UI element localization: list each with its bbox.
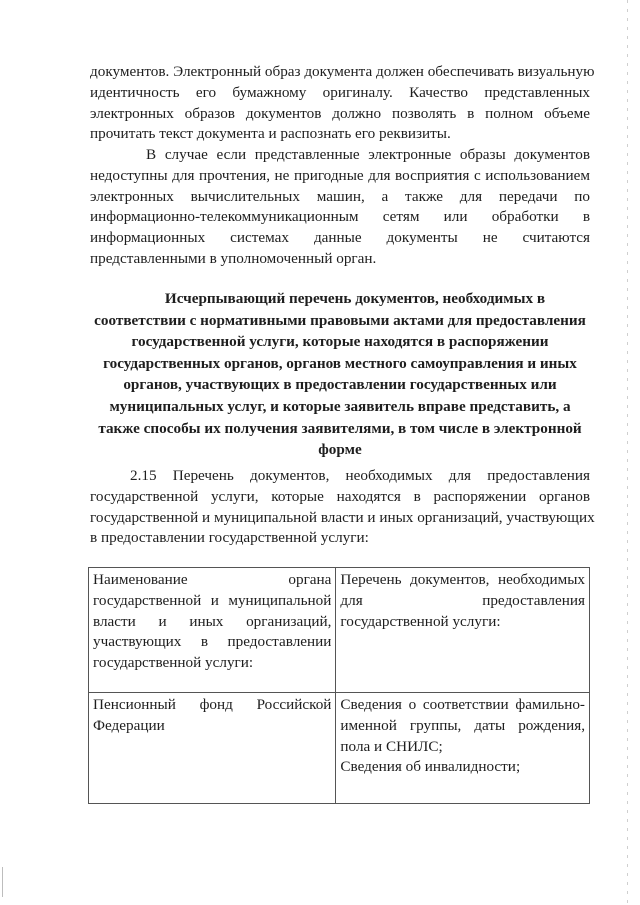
heading-line: государственных органов, органов местного самоуправления и иных [103, 354, 577, 372]
cell-line: именной группы, даты рождения, [340, 716, 585, 734]
section-heading [90, 288, 590, 461]
table-header-cell-documents [336, 568, 590, 693]
cell-line: Перечень документов, необходимых [340, 571, 585, 588]
heading-line: органов, участвующих в предоставлении государственных или [123, 376, 557, 394]
heading-line: государственной услуги, которые находятся в распоряжении [131, 333, 549, 351]
cell-line: для предоставления [340, 591, 585, 609]
text-line: прочитать текст документа и распознать его реквизиты. [90, 125, 451, 143]
text-line: государственной услуги, которые находятся в распоряжении органов [90, 487, 590, 505]
text-line: электронных образов документов должно позволять в полном объеме [90, 104, 590, 122]
cell-line: Наименование органа [93, 571, 332, 588]
scan-edge-mark [627, 0, 628, 905]
text-line: В случае если представленные электронные образы документов [146, 146, 590, 163]
cell-line: государственной и муниципальной [93, 591, 332, 609]
cell-line: Сведения о соответствии фамильно- [340, 696, 585, 713]
text-line: идентичность его бумажному оригиналу. Качество представленных [90, 83, 590, 101]
text-line: электронных вычислительных машин, а также для передачи по [90, 187, 590, 205]
cell-line: Пенсионный фонд Российской [93, 696, 332, 713]
heading-line: Исчерпывающий перечень документов, необходимых в [164, 290, 546, 307]
text-line: информационно-телекоммуникационным сетям или обработки в [90, 208, 590, 226]
paragraph-2-15 [90, 466, 595, 549]
heading-line: форме [318, 441, 362, 459]
cell-line: пола и СНИЛС; [340, 737, 443, 755]
scan-corner-mark [2, 867, 3, 897]
heading-line: также способы их получения заявителями, в том числе в электронной [98, 419, 582, 437]
text-line: 2.15 Перечень документов, необходимых для предоставления [130, 467, 590, 484]
cell-line: государственной услуги: [93, 654, 254, 672]
table-cell-authority [89, 693, 336, 804]
paragraph-unreadable-documents [90, 145, 590, 270]
paragraph-electronic-image [90, 62, 595, 145]
cell-line: участвующих в предоставлении [93, 633, 332, 651]
text-line: документов. Электронный образ документа должен обеспечивать визуальную [90, 63, 595, 80]
text-line: недоступны для прочтения, не пригодные для восприятия с использованием [90, 166, 590, 184]
table-row [89, 693, 590, 804]
text-line: в предоставлении государственной услуги: [90, 529, 369, 547]
heading-line: муниципальных услуг, и которые заявитель вправе представить, а [109, 397, 571, 415]
cell-line: Федерации [93, 716, 165, 734]
text-line: представленными в уполномоченный орган. [90, 249, 377, 267]
table-header-cell-authority [89, 568, 336, 693]
table-header-row [89, 568, 590, 693]
documents-table [88, 567, 590, 804]
cell-line: Сведения об инвалидности; [340, 758, 521, 776]
text-line: информационных системах данные документы не считаются [90, 229, 590, 247]
heading-line: соответствии с нормативными правовыми актами для предоставления [94, 311, 586, 329]
table-cell-documents [336, 693, 590, 804]
text-line: государственной и муниципальной власти и иных организаций, участвующих [90, 508, 595, 526]
cell-line: власти и иных организаций, [93, 612, 332, 630]
cell-line: государственной услуги: [340, 612, 501, 630]
